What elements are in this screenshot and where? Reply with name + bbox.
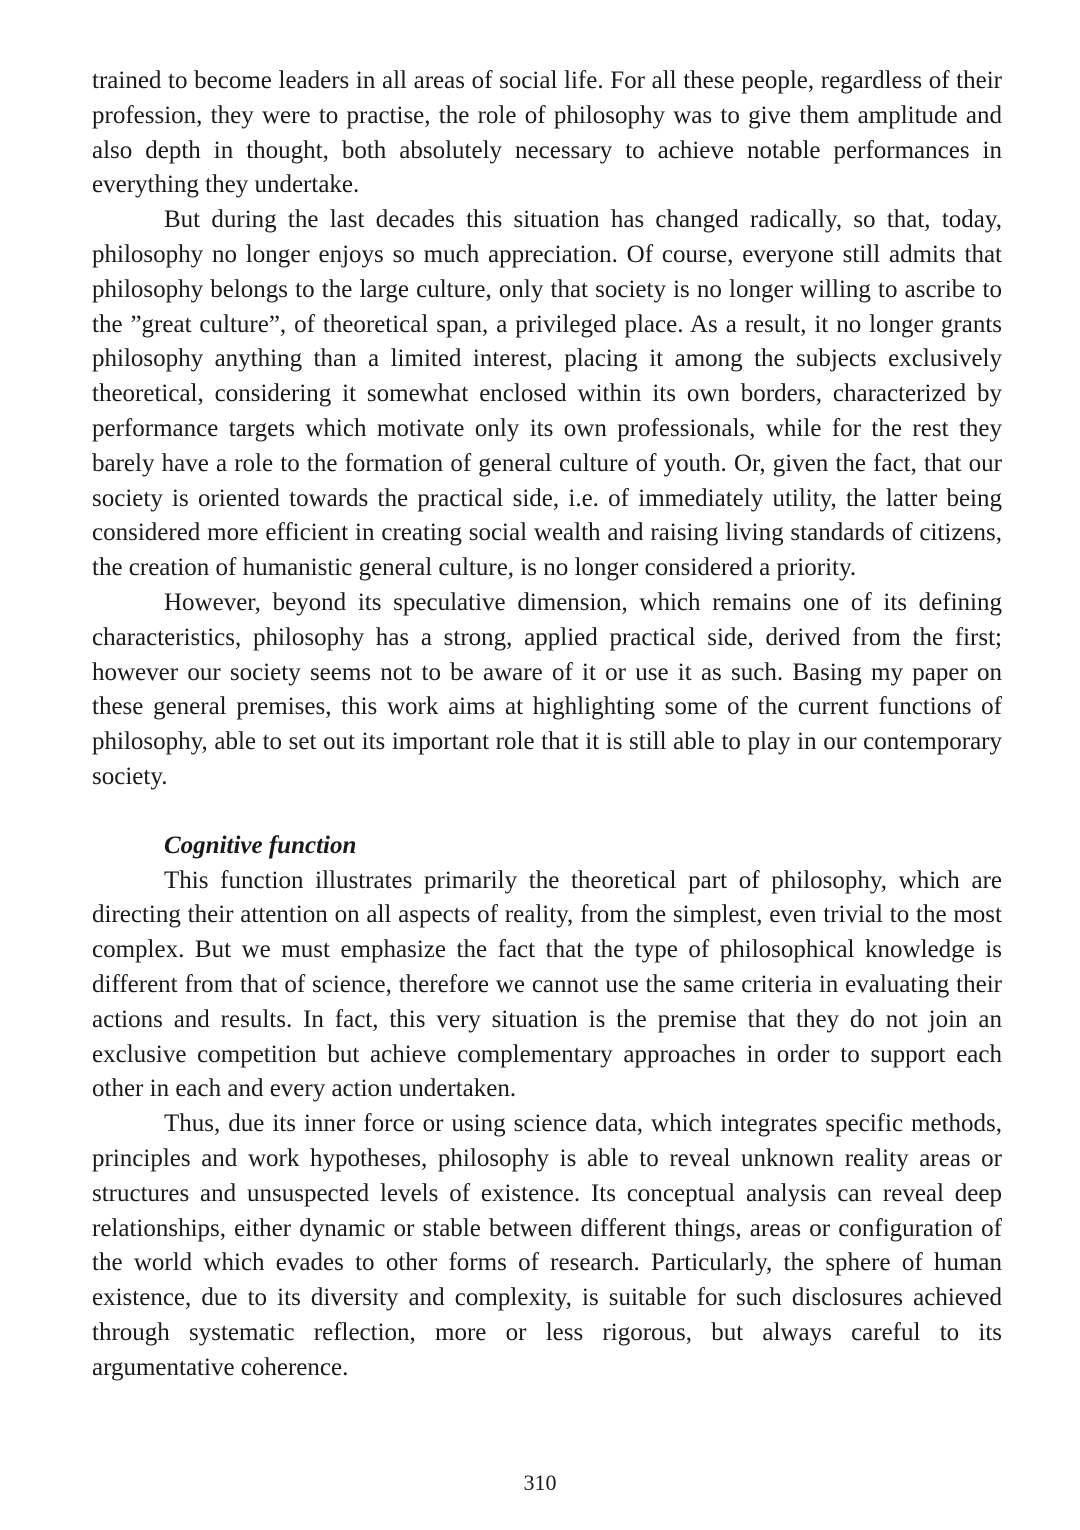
paragraph-cognitive-intro: This function illustrates primarily the theoretical part of philosophy, which are directing their attention on all aspects of reality, from the simplest, even trivial to the most complex. But we must emphasize the fact that the type of philosophical knowledge is different from that of science, therefore we cannot use the same criteria in evaluating their actions and results. In fact, this very situation is the premise that they do not join an exclusive competition but achieve complementary approaches in order to support each other in each and every action undertaken. [92,866,1002,1103]
paragraph-situation-changed: But during the last decades this situation has changed radically, so that, today, philosophy no longer enjoys so much appreciation. Of course, everyone still admits that philosophy belongs to the large culture, only that society is no longer willing to ascribe to the ”great culture”, of theoretical span, a privileged place. As a result, it no longer grants philosophy anything than a limited interest, placing it among the subjects exclusively theoretical, considering it somewhat enclosed within its own borders, characterized by performance targets which motivate only its own professionals, while for the rest they barely have a role to the formation of general culture of youth. Or, given the fact, that our society is oriented towards the practical side, i.e. of immediately utility, the latter being considered more efficient in creating social wealth and raising living standards of citizens, the creation of humanistic general culture, is no longer considered a priority. [92,206,1002,582]
page-number: 310 [523,1470,557,1495]
paragraph-conceptual-analysis: Thus, due its inner force or using science data, which integrates specific methods, principles and work hypotheses, philosophy is able to reveal unknown reality areas or structures and unsuspected levels of existence. Its conceptual analysis can reveal deep relationships, either dynamic or stable between different things, areas or configuration of the world which evades to other forms of research. Particularly, the sphere of human existence, due to its diversity and complexity, is suitable for such disclosures achieved through systematic reflection, more or less rigorous, but always careful to its argumentative coherence. [92,1110,1002,1381]
paragraph-continued: trained to become leaders in all areas of social life. For all these people, regardless of their profession, they were to practise, the role of philosophy was to give them amplitude and also depth in thought, both absolutely necessary to achieve notable performances in everything they undertake. [92,67,1002,199]
page-body [92,64,1002,1385]
paragraph-practical-side: However, beyond its speculative dimension, which remains one of its defining characteristics, philosophy has a strong, applied practical side, derived from the first; however our society seems not to be aware of it or use it as such. Basing my paper on these general premises, this work aims at highlighting some of the current functions of philosophy, able to set out its important role that it is still able to play in our contemporary society. [92,588,1002,790]
section-heading-cognitive-function: Cognitive function [164,831,357,859]
